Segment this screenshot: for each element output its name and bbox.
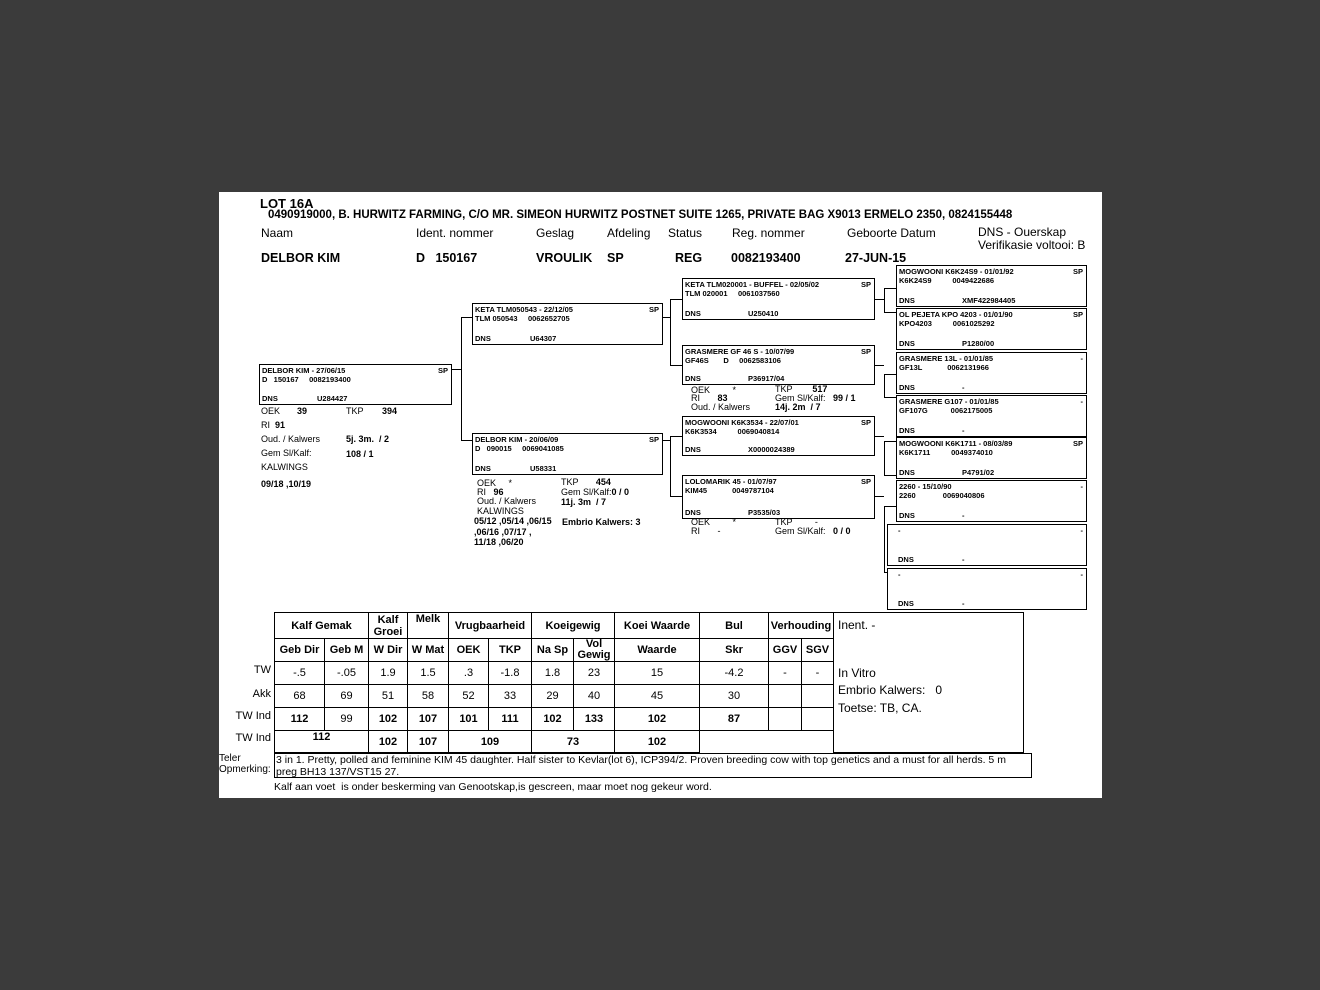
connector-line xyxy=(884,312,896,313)
cell: 1.5 xyxy=(408,662,449,685)
box-sp: SP xyxy=(1072,310,1083,319)
dam-ri: RI 96 xyxy=(477,487,504,497)
dam-oud-label: Oud. / Kalwers xyxy=(477,496,537,506)
box-ident: KIM45 0049787104 xyxy=(685,486,774,495)
cell: 69 xyxy=(325,685,369,708)
gp2-gem: Gem Sl/Kalf: 99 / 1 xyxy=(775,393,856,403)
col-tkp: TKP xyxy=(489,639,532,662)
cell: 101 xyxy=(449,708,489,731)
owner-line: 0490919000, B. HURWITZ FARMING, C/O MR. SIMEON HURWITZ POSTNET SUITE 1265, PRIVATE BAG X9013 ERMELO 2350, 0824155448 xyxy=(268,209,1013,221)
connector-line xyxy=(874,496,884,497)
teler-remark-line-1: 3 in 1. Pretty, polled and feminine KIM 45 daughter. Half sister to Kevlar(lot 6), ICP394/2. Proven breeding cow with top genetics and a must for all herds. 5 m xyxy=(276,754,1006,766)
box-dns-label: DNS xyxy=(899,339,915,348)
in-vitro-text: In Vitro xyxy=(838,665,876,680)
box-dns-value: XMF422984405 xyxy=(962,296,1016,305)
cell: 1.9 xyxy=(369,662,408,685)
col-geb-m: Geb M xyxy=(325,639,369,662)
box-sp: SP xyxy=(648,305,659,314)
box-sp: SP xyxy=(860,418,871,427)
connector-line xyxy=(670,365,682,366)
cell: 87 xyxy=(700,708,769,731)
box-title: KETA TLM020001 - BUFFEL - 02/05/02 xyxy=(685,280,820,289)
col-group-koeigewig: Koeigewig xyxy=(532,613,615,639)
pedigree-box-ggp-4 xyxy=(896,395,1087,437)
right-panel xyxy=(834,613,1024,753)
pedigree-box-ggp-2 xyxy=(896,308,1087,350)
subject-gem-label: Gem Sl/Kalf: xyxy=(261,448,312,458)
connector-line xyxy=(670,436,671,496)
box-title: 2260 - 15/10/90 xyxy=(899,482,952,491)
pedigree-box-subject xyxy=(259,364,452,405)
connector-line xyxy=(461,317,462,440)
box-dns-value: U64307 xyxy=(530,334,557,343)
cell: 73 xyxy=(532,731,615,753)
col-group-kalf-groei: Kalf Groei xyxy=(369,613,408,639)
col-na-sp: Na Sp xyxy=(532,639,574,662)
box-dns-value: X0000024389 xyxy=(748,445,795,454)
dam-embrio: Embrio Kalwers: 3 xyxy=(562,517,641,527)
gp4-gem: Gem Sl/Kalf: 0 / 0 xyxy=(775,526,851,536)
connector-line xyxy=(662,317,670,318)
breeding-values-table xyxy=(274,612,1024,753)
cell-empty xyxy=(769,731,802,753)
box-ident: GF107G 0062175005 xyxy=(899,406,993,415)
dam-kalwings-label: KALWINGS xyxy=(477,506,524,516)
cell: 102 xyxy=(369,708,408,731)
gp2-ri: RI 83 xyxy=(691,393,728,403)
box-title: - xyxy=(898,526,901,535)
box-dns-label: DNS xyxy=(685,508,701,517)
box-title: KETA TLM050543 - 22/12/05 xyxy=(475,305,573,314)
col-ggv: GGV xyxy=(769,639,802,662)
col-waarde: Waarde xyxy=(615,639,700,662)
subject-oek-value: 39 xyxy=(297,406,308,416)
header-reg: Reg. nommer xyxy=(732,226,805,240)
cell: 102 xyxy=(615,731,700,753)
box-dns-label: DNS xyxy=(685,309,701,318)
animal-ident: D 150167 xyxy=(416,251,478,265)
box-dns-value: - xyxy=(962,599,965,608)
subject-oud-label: Oud. / Kalwers xyxy=(261,434,321,444)
box-ident: TLM 050543 0062652705 xyxy=(475,314,570,323)
dam-oud-value: 11j. 3m / 7 xyxy=(561,497,607,507)
cell: 58 xyxy=(408,685,449,708)
animal-geboorte: 27-JUN-15 xyxy=(845,251,907,265)
col-sgv: SGV xyxy=(802,639,834,662)
cell: 112 xyxy=(275,731,369,753)
subject-tkp-value: 394 xyxy=(382,406,398,416)
box-sp: SP xyxy=(1072,267,1083,276)
box-dns-label: DNS xyxy=(899,468,915,477)
dam-oek: OEK * xyxy=(477,478,513,488)
cell: 102 xyxy=(615,708,700,731)
box-dns-value: U284427 xyxy=(317,394,348,403)
cell: -.05 xyxy=(325,662,369,685)
cell: 68 xyxy=(275,685,325,708)
cell: 112 xyxy=(275,708,325,731)
cell: 107 xyxy=(408,708,449,731)
connector-line xyxy=(884,288,885,312)
connector-line xyxy=(670,299,671,365)
row-label-akk: Akk xyxy=(252,688,271,700)
pedigree-box-ggp-6 xyxy=(896,480,1087,522)
col-group-vrugbaarheid: Vrugbaarheid xyxy=(449,613,532,639)
cell-empty xyxy=(802,731,834,753)
subject-tkp-label: TKP xyxy=(346,406,364,416)
pedigree-box-sire xyxy=(472,303,663,345)
gp2-tkp: TKP 517 xyxy=(775,384,828,394)
box-dns-value: - xyxy=(962,511,965,520)
connector-line xyxy=(884,506,885,572)
pedigree-box-ggp-3 xyxy=(896,352,1087,394)
gp4-ri: RI - xyxy=(691,526,721,536)
header-ident: Ident. nommer xyxy=(416,226,494,240)
connector-line xyxy=(670,496,682,497)
cell: 51 xyxy=(369,685,408,708)
subject-kalwings-label: KALWINGS xyxy=(261,462,308,472)
connector-line xyxy=(670,436,682,437)
box-dns-label: DNS xyxy=(685,445,701,454)
box-ident: K6K3534 0069040814 xyxy=(685,427,780,436)
teler-label-2: Opmerking: xyxy=(219,764,271,775)
box-dns-value: U58331 xyxy=(530,464,557,473)
cell: - xyxy=(802,662,834,685)
animal-reg: 0082193400 xyxy=(731,251,801,265)
col-skr: Skr xyxy=(700,639,769,662)
cell xyxy=(802,685,834,708)
animal-status: REG xyxy=(675,251,703,265)
header-afdeling: Afdeling xyxy=(607,226,651,240)
pedigree-box-ggp-7 xyxy=(887,524,1087,566)
gp2-oud-label: Oud. / Kalwers xyxy=(691,402,751,412)
box-dns-label: DNS xyxy=(262,394,278,403)
box-dns-label: DNS xyxy=(899,296,915,305)
cell: -.5 xyxy=(275,662,325,685)
box-sp: SP xyxy=(648,435,659,444)
box-title: DELBOR KIM - 27/06/15 xyxy=(262,366,346,375)
box-dns-label: DNS xyxy=(899,383,915,392)
cell: -4.2 xyxy=(700,662,769,685)
pedigree-box-dam xyxy=(472,433,663,475)
header-status: Status xyxy=(668,226,703,240)
cell: 111 xyxy=(489,708,532,731)
box-title: DELBOR KIM - 20/06/09 xyxy=(475,435,559,444)
connector-line xyxy=(884,506,896,507)
connector-line xyxy=(884,288,896,289)
dam-tkp: TKP 454 xyxy=(561,477,611,487)
row-label-twind-2: TW Ind xyxy=(235,732,271,744)
teler-remark-line-2: preg BH13 137/VST15 27. xyxy=(276,766,400,778)
box-dns-label: DNS xyxy=(899,426,915,435)
cell: .3 xyxy=(449,662,489,685)
box-dns-value: P3535/03 xyxy=(748,508,781,517)
connector-line xyxy=(670,299,682,300)
pedigree-box-gp-3 xyxy=(682,416,875,456)
connector-line xyxy=(884,441,885,475)
box-sp: SP xyxy=(860,477,871,486)
dam-kalwings-line3: 11/18 ,06/20 xyxy=(474,537,524,547)
box-title: OL PEJETA KPO 4203 - 01/01/90 xyxy=(899,310,1013,319)
box-ident: D 150167 0082193400 xyxy=(262,375,351,384)
gp4-oek: OEK * xyxy=(691,517,737,527)
cell: 40 xyxy=(574,685,615,708)
col-w-mat: W Mat xyxy=(408,639,449,662)
box-ident: K6K1711 0049374010 xyxy=(899,448,993,457)
connector-line xyxy=(884,374,885,397)
connector-line xyxy=(874,365,884,366)
box-title: GRASMERE G107 - 01/01/85 xyxy=(899,397,999,406)
box-sp: - xyxy=(1080,482,1083,491)
box-dns-value: - xyxy=(962,426,965,435)
header-dns: DNS - Ouerskap xyxy=(978,225,1067,239)
cell: 23 xyxy=(574,662,615,685)
pedigree-box-gp-2 xyxy=(682,345,875,385)
connector-line xyxy=(451,369,461,370)
col-group-koei-waarde: Koei Waarde xyxy=(615,613,700,639)
col-group-verhouding: Verhouding xyxy=(769,613,834,639)
cell: 102 xyxy=(369,731,408,753)
pedigree-box-gp-4 xyxy=(682,475,875,519)
cell xyxy=(769,685,802,708)
box-title: LOLOMARIK 45 - 01/07/97 xyxy=(685,477,777,486)
col-group-bul: Bul xyxy=(700,613,769,639)
connector-line xyxy=(884,441,896,442)
box-title: GRASMERE 13L - 01/01/85 xyxy=(899,354,994,363)
cell: 30 xyxy=(700,685,769,708)
box-ident: TLM 020001 0061037560 xyxy=(685,289,780,298)
box-sp: - xyxy=(1080,570,1083,579)
animal-afdeling: SP xyxy=(607,251,624,265)
box-dns-value: P36917/04 xyxy=(748,374,785,383)
cell xyxy=(802,708,834,731)
inent-text: Inent. - xyxy=(838,618,876,632)
cell: 133 xyxy=(574,708,615,731)
box-dns-label: DNS xyxy=(898,555,914,564)
col-vol-gewig: Vol Gewig xyxy=(574,639,615,662)
connector-line xyxy=(884,475,896,476)
cell-empty xyxy=(700,731,769,753)
col-oek: OEK xyxy=(449,639,489,662)
box-ident: 2260 0069040806 xyxy=(899,491,985,500)
box-title: MOGWOONI K6K3534 - 22/07/01 xyxy=(685,418,799,427)
box-dns-value: - xyxy=(962,383,965,392)
box-ident: K6K24S9 0049422686 xyxy=(899,276,995,285)
box-sp: SP xyxy=(437,366,448,375)
teler-label-1: Teler xyxy=(219,753,241,764)
footer-note: Kalf aan voet is onder beskerming van Genootskap,is gescreen, maar moet nog gekeur word. xyxy=(274,781,712,793)
gp4-tkp: TKP - xyxy=(775,517,818,527)
cell: 29 xyxy=(532,685,574,708)
box-sp: SP xyxy=(860,347,871,356)
box-title: MOGWOONI K6K24S9 - 01/01/92 xyxy=(899,267,1014,276)
cell: 1.8 xyxy=(532,662,574,685)
box-dns-value: U250410 xyxy=(748,309,779,318)
col-group-melk: Melk xyxy=(408,613,449,639)
cell: 33 xyxy=(489,685,532,708)
subject-oek-label: OEK xyxy=(261,406,281,416)
teler-remark-box xyxy=(274,753,1032,778)
connector-line xyxy=(662,440,670,441)
box-title: - xyxy=(898,570,901,579)
col-group-kalf-gemak: Kalf Gemak xyxy=(275,613,369,639)
header-geslag: Geslag xyxy=(536,226,575,240)
col-w-dir: W Dir xyxy=(369,639,408,662)
cell: 15 xyxy=(615,662,700,685)
cell: 102 xyxy=(532,708,574,731)
box-dns-label: DNS xyxy=(685,374,701,383)
pedigree-box-ggp-8 xyxy=(887,568,1087,610)
box-dns-value: - xyxy=(962,555,965,564)
header-geboorte: Geboorte Datum xyxy=(847,226,936,240)
box-title: MOGWOONI K6K1711 - 08/03/89 xyxy=(899,439,1013,448)
cell: -1.8 xyxy=(489,662,532,685)
subject-kalwings-value: 09/18 ,10/19 xyxy=(261,479,312,489)
dam-gem: Gem Sl/Kalf:0 / 0 xyxy=(561,487,630,497)
cell: 45 xyxy=(615,685,700,708)
cell: 52 xyxy=(449,685,489,708)
toetse-text: Toetse: TB, CA. xyxy=(838,700,922,715)
row-label-twind-1: TW Ind xyxy=(235,710,271,722)
cell: 107 xyxy=(408,731,449,753)
subject-ri: RI 91 xyxy=(261,420,286,430)
table-group-row xyxy=(275,613,1024,639)
cell: - xyxy=(769,662,802,685)
box-ident: KPO4203 0061025292 xyxy=(899,319,995,328)
pedigree-box-ggp-5 xyxy=(896,437,1087,479)
box-sp: - xyxy=(1080,354,1083,363)
dam-kalwings-line1: 05/12 ,05/14 ,06/15 xyxy=(474,516,552,526)
box-dns-value: P4791/02 xyxy=(962,468,995,477)
box-dns-label: DNS xyxy=(475,334,491,343)
animal-geslag: VROULIK xyxy=(536,251,593,265)
box-ident: GF46S D 0062583106 xyxy=(685,356,781,365)
box-sp: SP xyxy=(860,280,871,289)
gp2-oek: OEK * xyxy=(691,385,737,395)
box-ident: D 090015 0069041085 xyxy=(475,444,564,453)
box-ident: GF13L 0062131966 xyxy=(899,363,989,372)
box-sp: - xyxy=(1080,526,1083,535)
cell: 99 xyxy=(325,708,369,731)
box-dns-label: DNS xyxy=(475,464,491,473)
box-dns-label: DNS xyxy=(898,599,914,608)
box-dns-value: P1280/00 xyxy=(962,339,995,348)
connector-line xyxy=(874,299,884,300)
teler-label xyxy=(219,753,271,775)
box-title: GRASMERE GF 46 S - 10/07/99 xyxy=(685,347,795,356)
box-sp: - xyxy=(1080,397,1083,406)
pedigree-box-ggp-1 xyxy=(896,265,1087,307)
subject-gem-value: 108 / 1 xyxy=(346,449,374,459)
box-sp: SP xyxy=(1072,439,1083,448)
gp2-oud-value: 14j. 2m / 7 xyxy=(775,402,821,412)
header-verifikasie: Verifikasie voltooi: B xyxy=(978,238,1086,252)
box-dns-label: DNS xyxy=(899,511,915,520)
row-label-tw: TW xyxy=(253,664,271,676)
lot-title: LOT 16A xyxy=(260,196,314,211)
cell xyxy=(769,708,802,731)
dam-kalwings-line2: ,06/16 ,07/17 , xyxy=(474,527,532,537)
subject-oud-value: 5j. 3m. / 2 xyxy=(346,434,390,444)
connector-line xyxy=(884,397,896,398)
embrio-text: Embrio Kalwers: 0 xyxy=(838,683,943,697)
pedigree-box-gp-1 xyxy=(682,278,875,320)
cell: 109 xyxy=(449,731,532,753)
animal-naam: DELBOR KIM xyxy=(261,251,341,265)
header-naam: Naam xyxy=(261,226,294,240)
connector-line xyxy=(884,374,896,375)
col-geb-dir: Geb Dir xyxy=(275,639,325,662)
catalogue-page xyxy=(219,192,1102,798)
connector-line xyxy=(874,436,884,437)
